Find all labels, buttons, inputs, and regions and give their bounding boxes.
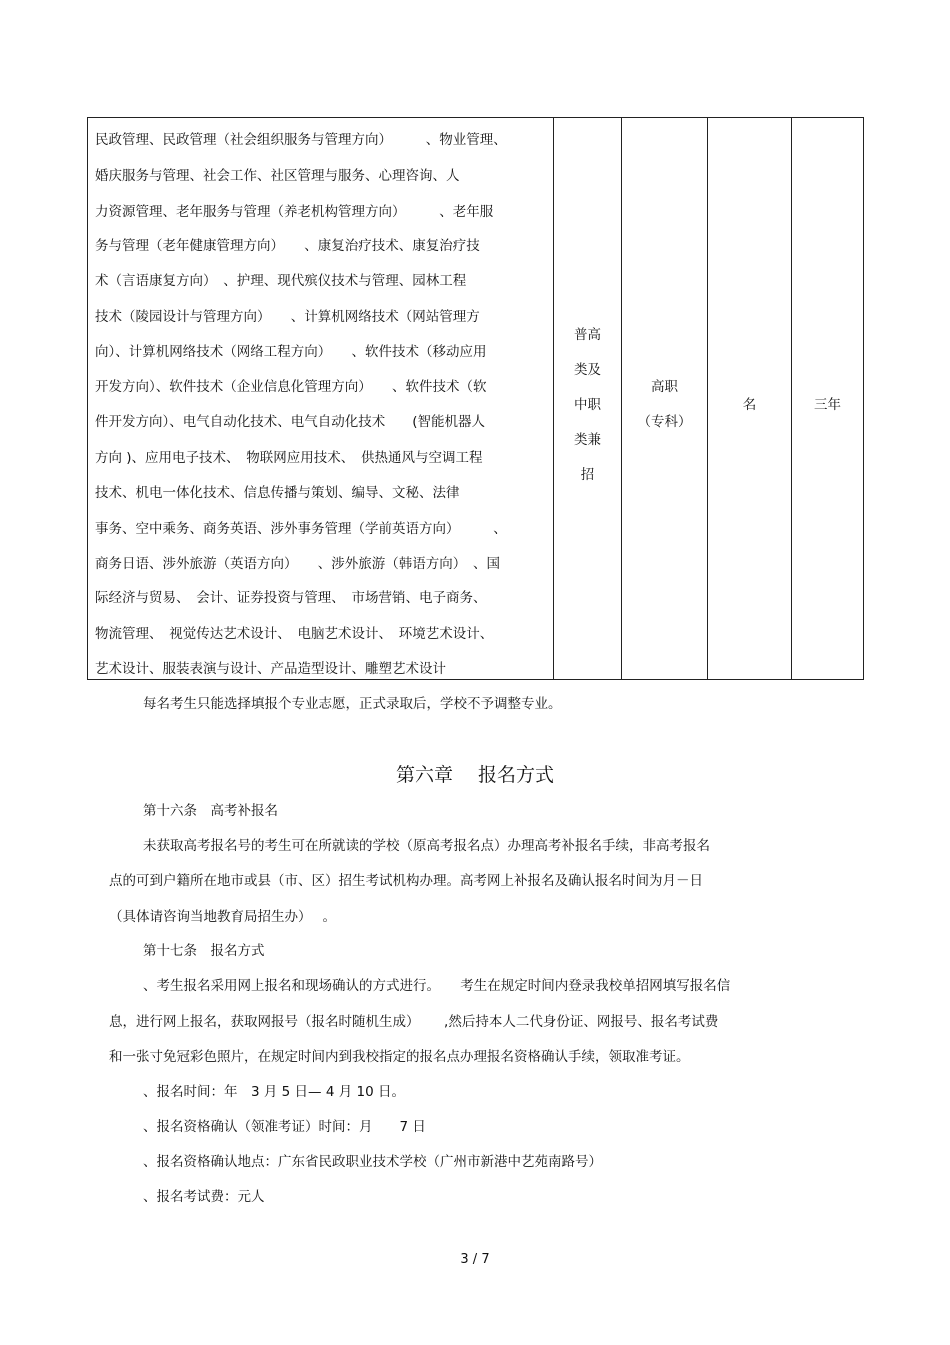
majors-line: 开发方向）、软件技术（企业信息化管理方向） 、软件技术（软 bbox=[95, 379, 487, 395]
category-line: 普高 bbox=[574, 327, 601, 343]
category-line: 类及 bbox=[574, 362, 601, 378]
level-line: （专科） bbox=[637, 414, 692, 430]
chapter-title: 第六章 报名方式 bbox=[395, 764, 555, 786]
majors-line: 物流管理、 视觉传达艺术设计、 电脑艺术设计、 环境艺术设计、 bbox=[95, 626, 494, 642]
article17-item: 、报名时间：年 3 月 5 日— 4 月 10 日。 bbox=[143, 1084, 405, 1100]
majors-line: 向）、计算机网络技术（网络工程方向） 、软件技术（移动应用 bbox=[95, 344, 487, 360]
article17-item: 、报名资格确认（领准考证）时间：月 7 日 bbox=[143, 1119, 426, 1135]
article16-line: 未获取高考报名号的考生可在所就读的学校（原高考报名点）办理高考补报名手续，非高考报名 bbox=[143, 838, 710, 854]
article17-line: 和一张寸免冠彩色照片，在规定时间内到我校指定的报名点办理报名资格确认手续，领取准考证。 bbox=[109, 1049, 690, 1065]
article17-item: 、报名资格确认地点：广东省民政职业技术学校（广州市新港中艺苑南路号） bbox=[143, 1154, 602, 1170]
majors-line: 术（言语康复方向） 、护理、现代殡仪技术与管理、园林工程 bbox=[95, 273, 467, 289]
majors-line: 技术（陵园设计与管理方向） 、计算机网络技术（网站管理方 bbox=[95, 309, 480, 325]
majors-line: 方向 )、应用电子技术、 物联网应用技术、 供热通风与空调工程 bbox=[95, 450, 483, 466]
article16-heading: 第十六条 高考补报名 bbox=[143, 803, 278, 819]
article17-line: 息，进行网上报名，获取网报号（报名时随机生成） ,然后持本人二代身份证、网报号、报名考试费 bbox=[109, 1014, 719, 1030]
majors-line: 事务、空中乘务、商务英语、涉外事务管理（学前英语方向） 、 bbox=[95, 521, 507, 537]
article17-item: 、报名考试费：元人 bbox=[143, 1189, 265, 1205]
majors-line: 民政管理、民政管理（社会组织服务与管理方向） 、物业管理、 bbox=[95, 132, 507, 148]
majors-line: 际经济与贸易、 会计、证券投资与管理、 市场营销、电子商务、 bbox=[95, 590, 487, 606]
article17-heading: 第十七条 报名方式 bbox=[143, 943, 265, 959]
duration-cell: 三年 bbox=[814, 397, 841, 413]
table-col-divider-2 bbox=[621, 117, 622, 680]
table-top-border bbox=[87, 117, 864, 118]
category-line: 中职 bbox=[574, 397, 601, 413]
table-bottom-border bbox=[87, 679, 864, 680]
majors-line: 婚庆服务与管理、社会工作、社区管理与服务、心理咨询、人 bbox=[95, 168, 460, 184]
article17-line: 、考生报名采用网上报名和现场确认的方式进行。 考生在规定时间内登录我校单招网填写报名信 bbox=[143, 978, 731, 994]
majors-line: 技术、机电一体化技术、信息传播与策划、编导、文秘、法律 bbox=[95, 485, 460, 501]
majors-line: 艺术设计、服装表演与设计、产品造型设计、雕塑艺术设计 bbox=[95, 661, 446, 677]
article16-line: （具体请咨询当地教育局招生办） 。 bbox=[109, 909, 337, 925]
quota-cell: 名 bbox=[742, 397, 757, 413]
category-line: 类兼 bbox=[574, 432, 601, 448]
table-left-border bbox=[87, 117, 88, 680]
majors-line: 件开发方向）、电气自动化技术、电气自动化技术 (智能机器人 bbox=[95, 414, 486, 430]
note-text: 每名考生只能选择填报个专业志愿，正式录取后，学校不予调整专业。 bbox=[143, 696, 562, 712]
level-line: 高职 bbox=[651, 379, 678, 395]
article16-line: 点的可到户籍所在地市或县（市、区）招生考试机构办理。高考网上补报名及确认报名时间为月－日 bbox=[109, 873, 703, 889]
category-line: 招 bbox=[580, 467, 595, 483]
majors-line: 商务日语、涉外旅游（英语方向） 、涉外旅游（韩语方向） 、国 bbox=[95, 556, 500, 572]
page-number: 3 / 7 bbox=[460, 1252, 490, 1267]
majors-line: 力资源管理、老年服务与管理（养老机构管理方向） 、老年服 bbox=[95, 204, 494, 220]
table-right-border bbox=[863, 117, 864, 680]
majors-line: 务与管理（老年健康管理方向） 、康复治疗技术、康复治疗技 bbox=[95, 238, 480, 254]
